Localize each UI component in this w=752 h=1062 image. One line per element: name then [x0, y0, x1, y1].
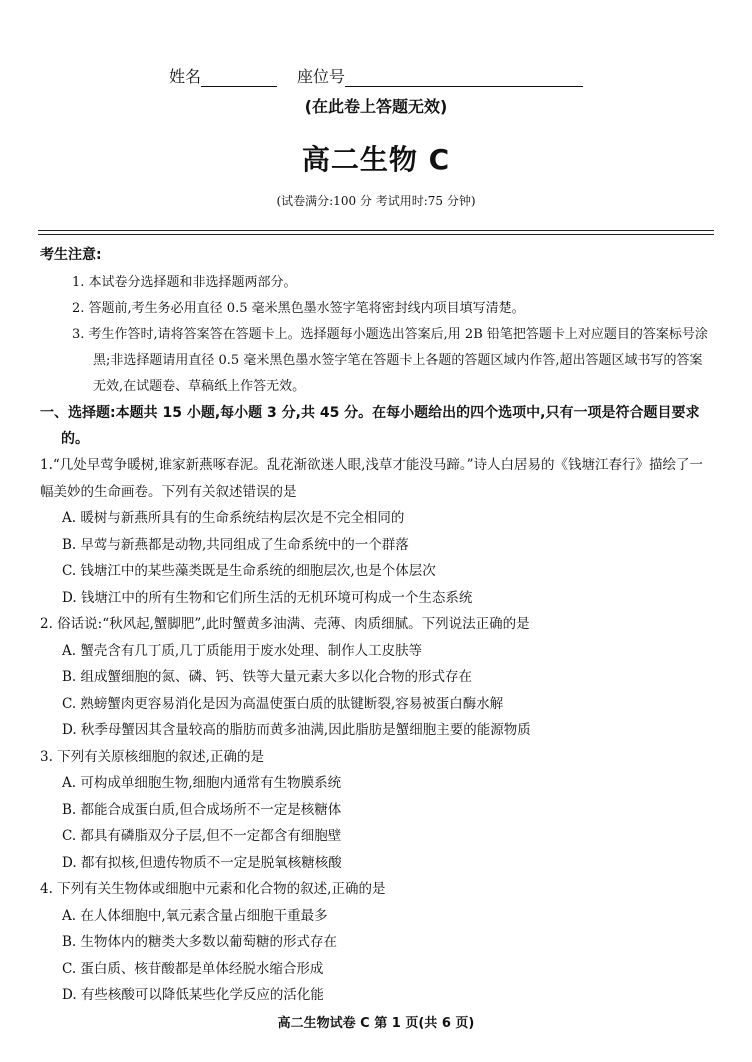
name-seat-bar: [0, 64, 752, 87]
option-b: B. 组成蟹细胞的氮、磷、钙、铁等大量元素大多以化合物的形式存在: [62, 669, 473, 685]
option-c: C. 都具有磷脂双分子层,但不一定都含有细胞壁: [62, 828, 342, 844]
question-3: [40, 744, 716, 877]
question-2: [40, 611, 716, 744]
option-d: D. 钱塘江中的所有生物和它们所生活的无机环境可构成一个生态系统: [62, 589, 473, 606]
notice-list: [40, 270, 712, 400]
page-footer: 高二生物试卷 C 第 1 页(共 6 页): [277, 1016, 475, 1031]
option-a: A. 暖树与新燕所具有的生命系统结构层次是不完全相同的: [62, 510, 405, 526]
divider-rule: [38, 234, 714, 235]
option-a: A. 可构成单细胞生物,细胞内通常有生物膜系统: [62, 775, 342, 791]
question-stem: 1.“几处早莺争暖树,谁家新燕啄春泥。乱花渐欲迷人眼,浅草才能没马蹄。”诗人白居易的《钱塘江春行》描绘了一幅美妙的生命画卷。下列有关叙述错误的是: [40, 457, 704, 500]
question-stem: 2. 俗话说:“秋风起,蟹脚肥”,此时蟹黄多油满、壳薄、肉质细腻。下列说法正确的是: [40, 616, 530, 632]
exam-meta: (试卷满分:100 分 考试用时:75 分钟): [276, 194, 476, 208]
notice-heading: 考生注意:: [40, 247, 102, 263]
divider-rule: [38, 230, 714, 231]
option-b: B. 生物体内的糖类大多数以葡萄糖的形式存在: [62, 934, 338, 950]
option-a: A. 蟹壳含有几丁质,几丁质能用于废水处理、制作人工皮肤等: [62, 642, 423, 659]
option-b: B. 早莺与新燕都是动物,共同组成了生命系统中的一个群落: [62, 536, 409, 553]
section-heading: 一、选择题:本题共 15 小题,每小题 3 分,共 45 分。在每小题给出的四个选项中,只有一项是符合题目要求的。: [40, 405, 700, 447]
notice-item: 1. 本试卷分选择题和非选择题两部分。: [72, 275, 297, 290]
option-b: B. 都能合成蛋白质,但合成场所不一定是核糖体: [62, 801, 342, 818]
option-c: C. 钱塘江中的某些藻类既是生命系统的细胞层次,也是个体层次: [62, 563, 436, 579]
option-a: A. 在人体细胞中,氧元素含量占细胞干重最多: [62, 907, 328, 924]
option-d: D. 秋季母蟹因其含量较高的脂肪而黄多油满,因此脂肪是蟹细胞主要的能源物质: [62, 722, 531, 738]
notice-item: 2. 答题前,考生务必用直径 0.5 毫米黑色墨水签字笔将密封线内项目填写清楚。: [72, 301, 525, 316]
question-4: [40, 876, 716, 1009]
invalid-note: (在此卷上答题无效): [304, 97, 448, 116]
option-c: C. 蛋白质、核苷酸都是单体经脱水缩合形成: [62, 960, 324, 977]
question-1: [40, 452, 716, 611]
page-title: 高二生物 C: [301, 143, 451, 176]
option-d: D. 有些核酸可以降低某些化学反应的活化能: [62, 987, 324, 1003]
question-stem: 4. 下列有关生物体或细胞中元素和化合物的叙述,正确的是: [40, 881, 386, 897]
option-d: D. 都有拟核,但遗传物质不一定是脱氧核糖核酸: [62, 854, 342, 871]
option-c: C. 熟螃蟹肉更容易消化是因为高温使蛋白质的肽键断裂,容易被蛋白酶水解: [62, 695, 504, 712]
seat-blank: [345, 68, 583, 87]
seat-label: 座位号: [297, 67, 346, 86]
name-blank: [201, 68, 277, 87]
notice-item: 3. 考生作答时,请将答案答在答题卡上。选择题每小题选出答案后,用 2B 铅笔把答题卡上对应题目的答案标号涂黑;非选择题请用直径 0.5 毫米黑色墨水签字笔在答题卡上各题的答题区域内作答,超出答题区域书写的答案无效,在试题卷、草稿纸上作答无效。: [72, 327, 708, 394]
name-label: 姓名: [168, 67, 201, 86]
question-list: [40, 452, 716, 1009]
question-stem: 3. 下列有关原核细胞的叙述,正确的是: [40, 748, 264, 765]
